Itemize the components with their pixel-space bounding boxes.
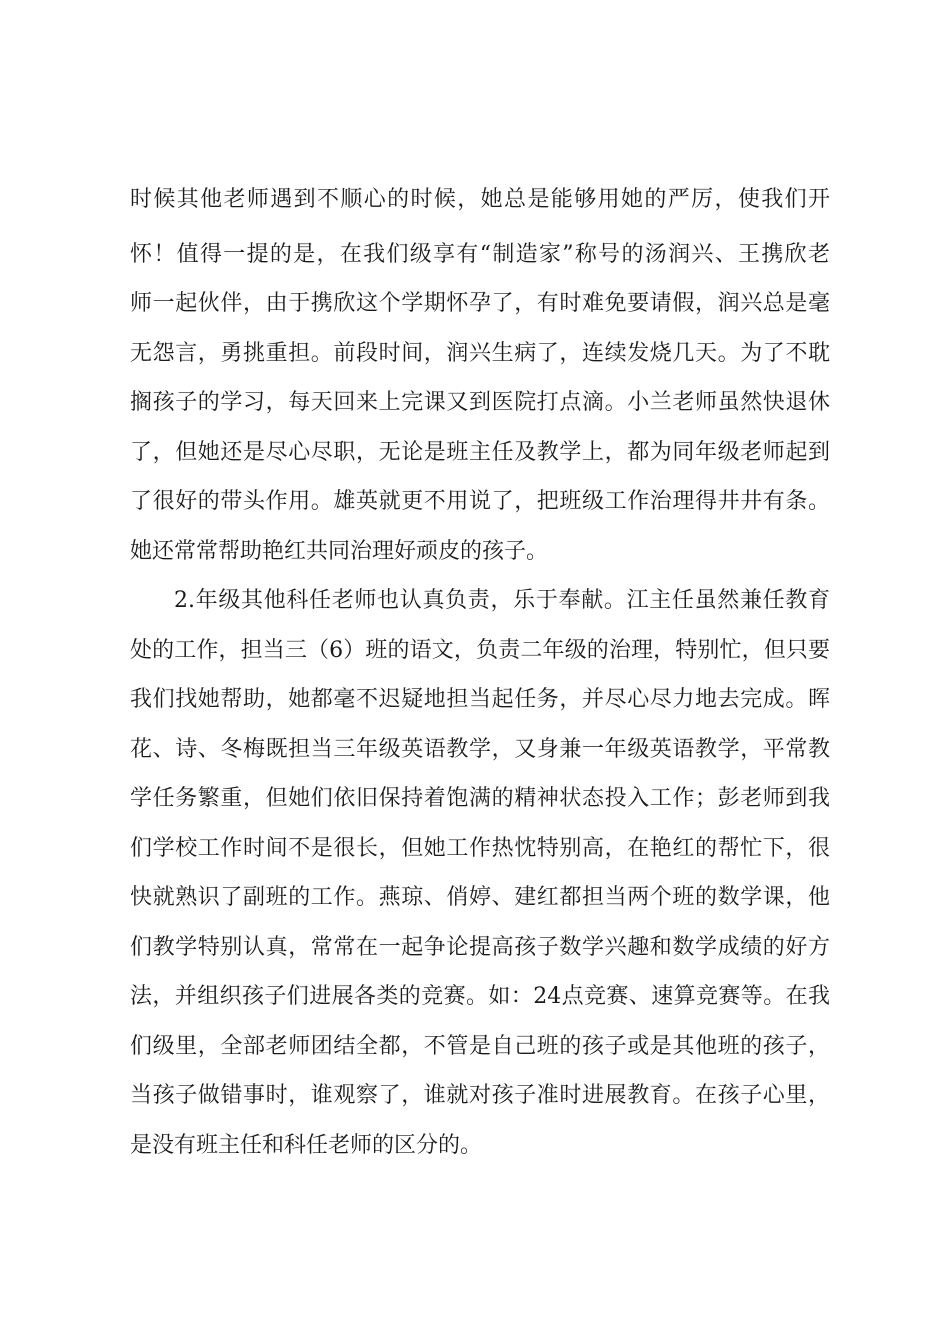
paragraph-2-line-8: 们教学特别认真，常常在一起争论提高孩子数学兴趣和数学成绩的好方 <box>130 935 830 960</box>
paragraph-2-line-9: 法，并组织孩子们进展各类的竞赛。如：24点竞赛、速算竞赛等。在我 <box>130 984 830 1009</box>
paragraph-2-line-12: 是没有班主任和科任老师的区分的。 <box>130 1133 483 1158</box>
paragraph-2-line-3: 我们找她帮助，她都毫不迟疑地担当起任务，并尽心尽力地去完成。晖 <box>130 687 830 712</box>
paragraph-1-line-6: 了，但她还是尽心尽职，无论是班主任及教学上，都为同年级老师起到 <box>130 440 830 465</box>
paragraph-1-line-5: 搁孩子的学习，每天回来上完课又到医院打点滴。小兰老师虽然快退休 <box>130 390 830 415</box>
paragraph-2-line-10: 们级里，全部老师团结全都，不管是自己班的孩子或是其他班的孩子， <box>130 1034 830 1059</box>
paragraph-2-line-11: 当孩子做错事时，谁观察了，谁就对孩子准时进展教育。在孩子心里， <box>130 1083 830 1108</box>
paragraph-2-line-1: 2.年级其他科任老师也认真负责，乐于奉献。江主任虽然兼任教育 <box>174 588 830 613</box>
paragraph-2-line-6: 们学校工作时间不是很长，但她工作热忱特别高，在艳红的帮忙下，很 <box>130 836 830 861</box>
paragraph-1-line-2: 怀！值得一提的是，在我们级享有“制造家”称号的汤润兴、王携欣老 <box>130 242 830 267</box>
paragraph-1-line-3: 师一起伙伴，由于携欣这个学期怀孕了，有时难免要请假，润兴总是毫 <box>130 291 830 316</box>
paragraph-2-line-4: 花、诗、冬梅既担当三年级英语教学，又身兼一年级英语教学，平常教 <box>130 737 830 762</box>
paragraph-1-line-7: 了很好的带头作用。雄英就更不用说了，把班级工作治理得井井有条。 <box>130 489 830 514</box>
paragraph-2-line-5: 学任务繁重，但她们依旧保持着饱满的精神状态投入工作；彭老师到我 <box>130 786 830 811</box>
paragraph-2-line-7: 快就熟识了副班的工作。燕琼、俏婷、建红都担当两个班的数学课，他 <box>130 885 830 910</box>
paragraph-1-line-1: 时候其他老师遇到不顺心的时候，她总是能够用她的严厉，使我们开 <box>130 187 830 212</box>
paragraph-1-line-8: 她还常常帮助艳红共同治理好顽皮的孩子。 <box>130 539 549 564</box>
paragraph-2-line-2: 处的工作，担当三（6）班的语文，负责二年级的治理，特别忙，但只要 <box>130 638 830 663</box>
paragraph-1-line-4: 无怨言，勇挑重担。前段时间，润兴生病了，连续发烧几天。为了不耽 <box>130 341 830 366</box>
